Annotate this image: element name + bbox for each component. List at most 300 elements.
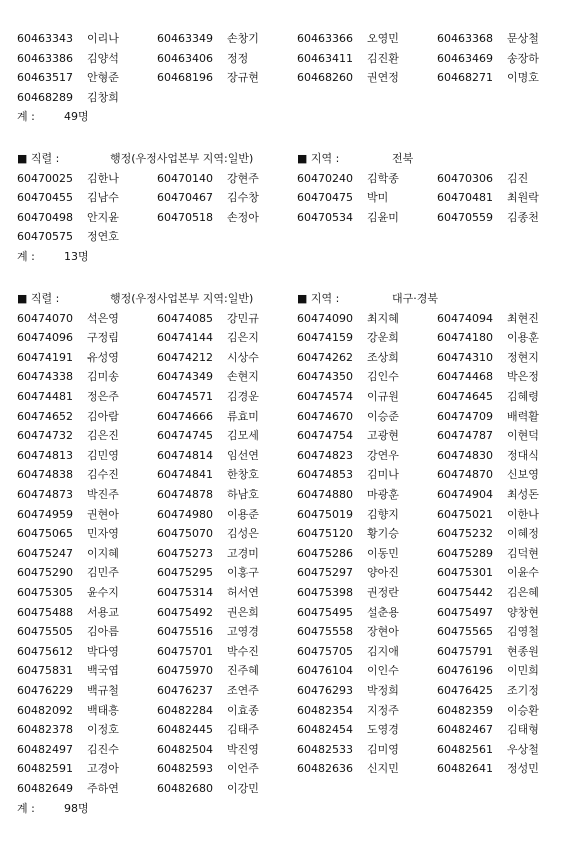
candidate-name: 박미 xyxy=(367,191,389,205)
list-item xyxy=(437,682,539,700)
candidate-id: 60474159 xyxy=(297,331,353,345)
list-item xyxy=(17,427,119,445)
table-row xyxy=(0,89,580,107)
candidate-id: 60474814 xyxy=(157,448,213,462)
candidate-name: 박은정 xyxy=(507,370,539,384)
list-item xyxy=(157,525,259,543)
candidate-name: 정성민 xyxy=(507,762,539,776)
table-row xyxy=(0,760,580,778)
candidate-name: 장규현 xyxy=(227,71,259,85)
candidate-id: 60476196 xyxy=(437,664,493,678)
candidate-name: 우상철 xyxy=(507,742,539,756)
candidate-name: 김학종 xyxy=(367,171,399,185)
candidate-name: 한창호 xyxy=(227,468,259,482)
table-row xyxy=(0,69,580,87)
candidate-id: 60474070 xyxy=(17,311,73,325)
list-item xyxy=(297,447,399,465)
list-item xyxy=(297,721,399,739)
candidate-name: 김아람 xyxy=(87,409,119,423)
list-item xyxy=(17,310,119,328)
list-item xyxy=(17,662,119,680)
candidate-id: 60474823 xyxy=(297,448,353,462)
candidate-id: 60470025 xyxy=(17,171,73,185)
list-item xyxy=(297,50,399,68)
candidate-id: 60474144 xyxy=(157,331,213,345)
candidate-name: 김은혜 xyxy=(507,586,539,599)
candidate-id: 60468196 xyxy=(157,71,213,85)
candidate-id: 60476425 xyxy=(437,684,493,697)
candidate-id: 60474870 xyxy=(437,468,493,482)
candidate-id: 60474645 xyxy=(437,390,493,403)
candidate-name: 이홍구 xyxy=(227,566,259,580)
list-item xyxy=(297,368,399,386)
candidate-id: 60482359 xyxy=(437,703,493,717)
section-total xyxy=(0,108,580,126)
candidate-id: 60474873 xyxy=(17,488,73,501)
candidate-name: 권현아 xyxy=(87,507,119,521)
candidate-name: 김남수 xyxy=(87,191,119,205)
candidate-name: 정현지 xyxy=(507,350,539,364)
candidate-name: 김민영 xyxy=(87,448,119,462)
rank-value: 행정(우정사업본부 지역:일반) xyxy=(110,292,254,305)
table-row xyxy=(0,170,580,188)
candidate-id: 60470575 xyxy=(17,230,73,244)
candidate-name: 진주혜 xyxy=(227,664,259,678)
candidate-name: 김향지 xyxy=(367,507,399,521)
candidate-name: 양아진 xyxy=(367,566,399,580)
list-item xyxy=(17,525,119,543)
candidate-name: 이용훈 xyxy=(507,331,539,345)
candidate-name: 권은희 xyxy=(227,605,259,619)
candidate-id: 60475612 xyxy=(17,644,73,658)
candidate-id: 60474880 xyxy=(297,488,353,501)
list-item xyxy=(17,69,119,87)
candidate-name: 김태주 xyxy=(227,723,259,737)
candidate-name: 정은주 xyxy=(87,390,119,403)
candidate-name: 이용준 xyxy=(227,507,259,521)
candidate-name: 민자영 xyxy=(87,527,119,541)
candidate-name: 오영민 xyxy=(367,32,399,45)
total-label: 계 : xyxy=(17,250,35,263)
table-row xyxy=(0,30,580,48)
list-item xyxy=(437,584,539,602)
list-item xyxy=(157,721,259,739)
candidate-name: 배력활 xyxy=(507,409,539,423)
list-item xyxy=(437,643,539,661)
candidate-id: 60482680 xyxy=(157,782,213,795)
candidate-id: 60475497 xyxy=(437,605,493,619)
total-value: 13명 xyxy=(64,250,89,263)
candidate-id: 60474096 xyxy=(17,331,73,345)
list-item xyxy=(297,506,399,524)
list-item xyxy=(17,170,119,188)
candidate-id: 60475305 xyxy=(17,586,73,599)
candidate-name: 이강민 xyxy=(227,782,259,795)
list-item xyxy=(297,427,399,445)
section-total xyxy=(0,248,580,266)
candidate-name: 백국엽 xyxy=(87,664,119,678)
candidate-id: 60474191 xyxy=(17,350,73,364)
candidate-id: 60482497 xyxy=(17,742,73,756)
list-item xyxy=(17,721,119,739)
candidate-name: 송장하 xyxy=(507,51,539,65)
candidate-name: 조기정 xyxy=(507,684,539,697)
list-item xyxy=(437,760,539,778)
candidate-id: 60474350 xyxy=(297,370,353,384)
list-item xyxy=(157,643,259,661)
candidate-id: 60475492 xyxy=(157,605,213,619)
list-item xyxy=(157,388,259,406)
section-header xyxy=(0,290,580,308)
list-item xyxy=(17,447,119,465)
candidate-id: 60475701 xyxy=(157,644,213,658)
list-item xyxy=(437,388,539,406)
list-item xyxy=(17,604,119,622)
candidate-id: 60474262 xyxy=(297,350,353,364)
candidate-name: 강연우 xyxy=(367,448,399,462)
candidate-id: 60474853 xyxy=(297,468,353,482)
candidate-name: 현종원 xyxy=(507,644,539,658)
candidate-id: 60470240 xyxy=(297,171,353,185)
region-value: 전북 xyxy=(392,152,414,165)
candidate-name: 이지혜 xyxy=(87,546,119,560)
candidate-id: 60474670 xyxy=(297,409,353,423)
candidate-name: 정정 xyxy=(227,51,249,65)
candidate-name: 이한나 xyxy=(507,507,539,521)
list-item xyxy=(157,466,259,484)
candidate-id: 60475495 xyxy=(297,605,353,619)
candidate-name: 강민규 xyxy=(227,311,259,325)
candidate-name: 최현진 xyxy=(507,311,539,325)
list-item xyxy=(437,525,539,543)
list-item xyxy=(437,209,539,227)
list-item xyxy=(157,741,259,759)
candidate-name: 김진 xyxy=(507,171,529,185)
table-row xyxy=(0,50,580,68)
list-item xyxy=(17,506,119,524)
list-item xyxy=(17,368,119,386)
list-item xyxy=(297,329,399,347)
total-label: 계 : xyxy=(17,110,35,124)
list-item xyxy=(17,30,119,48)
list-item xyxy=(157,623,259,641)
table-row xyxy=(0,209,580,227)
list-item xyxy=(297,662,399,680)
candidate-name: 시상수 xyxy=(227,350,259,364)
candidate-id: 60475247 xyxy=(17,546,73,560)
list-item xyxy=(437,69,539,87)
candidate-name: 정연호 xyxy=(87,230,119,244)
candidate-id: 60482561 xyxy=(437,742,493,756)
candidate-id: 60468289 xyxy=(17,90,73,104)
candidate-id: 60482092 xyxy=(17,703,73,717)
list-item xyxy=(17,408,119,426)
candidate-name: 주하연 xyxy=(87,782,119,795)
list-item xyxy=(297,623,399,641)
candidate-name: 양창현 xyxy=(507,605,539,619)
list-item xyxy=(157,486,259,504)
candidate-name: 백규철 xyxy=(87,684,119,697)
candidate-name: 류효미 xyxy=(227,409,259,423)
candidate-id: 60470140 xyxy=(157,171,213,185)
candidate-name: 김양석 xyxy=(87,51,119,65)
candidate-id: 60470475 xyxy=(297,191,353,205)
candidate-id: 60470455 xyxy=(17,191,73,205)
candidate-id: 60474787 xyxy=(437,429,493,443)
list-item xyxy=(297,525,399,543)
list-item xyxy=(297,643,399,661)
list-item xyxy=(437,368,539,386)
table-row xyxy=(0,564,580,582)
candidate-id: 60482445 xyxy=(157,723,213,737)
candidate-id: 60474754 xyxy=(297,429,353,443)
candidate-id: 60475558 xyxy=(297,625,353,639)
list-item xyxy=(437,564,539,582)
candidate-name: 석은영 xyxy=(87,311,119,325)
list-item xyxy=(437,466,539,484)
candidate-name: 허서연 xyxy=(227,586,259,599)
candidate-id: 60482454 xyxy=(297,723,353,737)
candidate-name: 이동민 xyxy=(367,546,399,560)
candidate-id: 60474085 xyxy=(157,311,213,325)
list-item xyxy=(157,545,259,563)
list-item xyxy=(437,721,539,739)
rank-label: ■ 직렬 : xyxy=(17,292,60,305)
candidate-id: 60474338 xyxy=(17,370,73,384)
candidate-id: 60470518 xyxy=(157,210,213,224)
candidate-name: 고경아 xyxy=(87,762,119,776)
candidate-name: 신지민 xyxy=(367,762,399,776)
total-value: 49명 xyxy=(64,110,89,124)
candidate-name: 안지윤 xyxy=(87,210,119,224)
candidate-name: 문상철 xyxy=(507,32,539,45)
list-item xyxy=(297,30,399,48)
table-row xyxy=(0,368,580,386)
candidate-id: 60463517 xyxy=(17,71,73,85)
candidate-id: 60475488 xyxy=(17,605,73,619)
candidate-name: 김경운 xyxy=(227,390,259,403)
candidate-id: 60474652 xyxy=(17,409,73,423)
candidate-name: 김인수 xyxy=(367,370,399,384)
list-item xyxy=(437,662,539,680)
list-item xyxy=(17,682,119,700)
candidate-id: 60474090 xyxy=(297,311,353,325)
list-item xyxy=(437,447,539,465)
list-item xyxy=(157,780,259,798)
candidate-id: 60470559 xyxy=(437,210,493,224)
candidate-name: 김성은 xyxy=(227,527,259,541)
list-item xyxy=(17,50,119,68)
candidate-id: 60474574 xyxy=(297,390,353,403)
list-item xyxy=(437,408,539,426)
candidate-id: 60468260 xyxy=(297,71,353,85)
candidate-name: 이민희 xyxy=(507,664,539,678)
candidate-id: 60475019 xyxy=(297,507,353,521)
candidate-id: 60482533 xyxy=(297,742,353,756)
candidate-id: 60474481 xyxy=(17,390,73,403)
candidate-id: 60463411 xyxy=(297,51,353,65)
candidate-name: 정대식 xyxy=(507,448,539,462)
list-item xyxy=(437,427,539,445)
candidate-id: 60482284 xyxy=(157,703,213,717)
list-item xyxy=(17,329,119,347)
candidate-id: 60475565 xyxy=(437,625,493,639)
candidate-id: 60482378 xyxy=(17,723,73,737)
list-item xyxy=(17,564,119,582)
list-item xyxy=(17,89,119,107)
candidate-name: 최원락 xyxy=(507,191,539,205)
list-item xyxy=(17,228,119,246)
candidate-id: 60470481 xyxy=(437,191,493,205)
candidate-id: 60475120 xyxy=(297,527,353,541)
candidate-id: 60476104 xyxy=(297,664,353,678)
candidate-name: 김창희 xyxy=(87,90,119,104)
list-item xyxy=(297,349,399,367)
list-item xyxy=(157,682,259,700)
candidate-id: 60475705 xyxy=(297,644,353,658)
candidate-name: 김영철 xyxy=(507,625,539,639)
candidate-name: 김모세 xyxy=(227,429,259,443)
candidate-id: 60474838 xyxy=(17,468,73,482)
candidate-name: 김은지 xyxy=(227,331,259,345)
region-value: 대구·경북 xyxy=(392,292,439,305)
candidate-id: 60475505 xyxy=(17,625,73,639)
candidate-id: 60475289 xyxy=(437,546,493,560)
candidate-name: 김한나 xyxy=(87,171,119,185)
candidate-id: 60474745 xyxy=(157,429,213,443)
table-row xyxy=(0,466,580,484)
list-item xyxy=(297,564,399,582)
candidate-name: 조연주 xyxy=(227,684,259,697)
candidate-id: 60463349 xyxy=(157,32,213,45)
candidate-id: 60475295 xyxy=(157,566,213,580)
list-item xyxy=(297,69,399,87)
candidate-name: 손정아 xyxy=(227,210,259,224)
candidate-name: 유성영 xyxy=(87,350,119,364)
table-row xyxy=(0,584,580,602)
table-row xyxy=(0,604,580,622)
candidate-name: 김진수 xyxy=(87,742,119,756)
list-item xyxy=(157,427,259,445)
list-item xyxy=(297,170,399,188)
candidate-id: 60463406 xyxy=(157,51,213,65)
list-item xyxy=(437,50,539,68)
candidate-name: 김태형 xyxy=(507,723,539,737)
list-item xyxy=(157,760,259,778)
list-item xyxy=(157,170,259,188)
list-item xyxy=(157,209,259,227)
candidate-id: 60482649 xyxy=(17,782,73,795)
candidate-id: 60475070 xyxy=(157,527,213,541)
candidate-id: 60482636 xyxy=(297,762,353,776)
list-item xyxy=(17,780,119,798)
candidate-name: 황기승 xyxy=(367,527,399,541)
list-item xyxy=(157,69,259,87)
candidate-name: 안형준 xyxy=(87,71,119,85)
list-item xyxy=(297,388,399,406)
candidate-name: 고영경 xyxy=(227,625,259,639)
list-item xyxy=(297,209,399,227)
table-row xyxy=(0,329,580,347)
candidate-id: 60475398 xyxy=(297,586,353,599)
list-item xyxy=(297,760,399,778)
candidate-id: 60475791 xyxy=(437,644,493,658)
list-item xyxy=(17,623,119,641)
table-row xyxy=(0,721,580,739)
candidate-id: 60474813 xyxy=(17,448,73,462)
list-item xyxy=(17,189,119,207)
candidate-name: 지정주 xyxy=(367,703,399,717)
candidate-id: 60475297 xyxy=(297,566,353,580)
candidate-id: 60482593 xyxy=(157,762,213,776)
list-item xyxy=(437,702,539,720)
candidate-id: 60474959 xyxy=(17,507,73,521)
list-item xyxy=(17,466,119,484)
table-row xyxy=(0,447,580,465)
candidate-id: 60474180 xyxy=(437,331,493,345)
candidate-id: 60474830 xyxy=(437,448,493,462)
candidate-name: 김아름 xyxy=(87,625,119,639)
candidate-name: 이현덕 xyxy=(507,429,539,443)
region-label: ■ 지역 : xyxy=(297,292,340,305)
table-row xyxy=(0,189,580,207)
candidate-name: 강운희 xyxy=(367,331,399,345)
candidate-id: 60476293 xyxy=(297,684,353,697)
list-item xyxy=(17,702,119,720)
candidate-name: 최지혜 xyxy=(367,311,399,325)
list-item xyxy=(437,30,539,48)
candidate-name: 하남호 xyxy=(227,488,259,501)
list-item xyxy=(157,189,259,207)
table-row xyxy=(0,780,580,798)
candidate-name: 손창기 xyxy=(227,32,259,45)
list-item xyxy=(437,329,539,347)
candidate-name: 서용교 xyxy=(87,605,119,619)
candidate-id: 60470467 xyxy=(157,191,213,205)
candidate-id: 60474841 xyxy=(157,468,213,482)
rank-value: 행정(우정사업본부 지역:일반) xyxy=(110,152,254,165)
candidate-name: 이명호 xyxy=(507,71,539,85)
section-header xyxy=(0,150,580,168)
candidate-id: 60474349 xyxy=(157,370,213,384)
table-row xyxy=(0,545,580,563)
candidate-name: 손현지 xyxy=(227,370,259,384)
candidate-name: 김수진 xyxy=(87,468,119,482)
candidate-name: 이인수 xyxy=(367,664,399,678)
candidate-id: 60476229 xyxy=(17,684,73,697)
candidate-name: 박진영 xyxy=(227,742,259,756)
table-row xyxy=(0,388,580,406)
candidate-id: 60474310 xyxy=(437,350,493,364)
list-item xyxy=(157,702,259,720)
table-row xyxy=(0,349,580,367)
list-item xyxy=(17,486,119,504)
list-item xyxy=(297,702,399,720)
candidate-name: 이효종 xyxy=(227,703,259,717)
candidate-name: 김덕현 xyxy=(507,546,539,560)
table-row xyxy=(0,741,580,759)
candidate-id: 60468271 xyxy=(437,71,493,85)
candidate-name: 설춘용 xyxy=(367,605,399,619)
list-item xyxy=(17,643,119,661)
candidate-name: 윤수지 xyxy=(87,586,119,599)
list-item xyxy=(297,486,399,504)
candidate-id: 60474904 xyxy=(437,488,493,501)
list-item xyxy=(157,30,259,48)
list-item xyxy=(297,189,388,207)
candidate-id: 60482504 xyxy=(157,742,213,756)
list-item xyxy=(297,310,399,328)
